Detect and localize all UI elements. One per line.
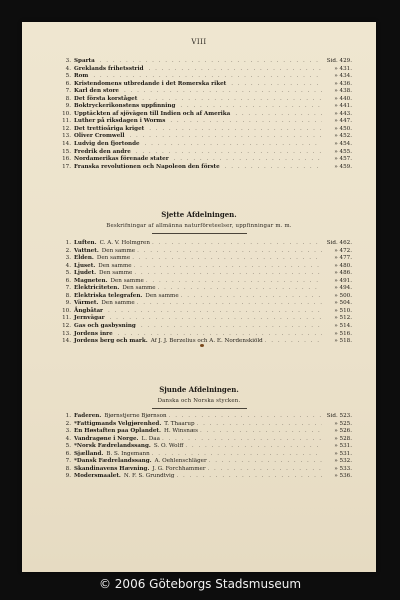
toc-section-seventh <box>60 413 352 481</box>
toc-dot-leader <box>122 88 322 96</box>
toc-entry-author: H. Winsnæs <box>163 428 199 435</box>
toc-entry-page: » 440. <box>334 95 352 102</box>
toc-entry-author: Den samme <box>122 285 156 292</box>
toc-row <box>60 133 352 141</box>
toc-entry-page: » 514. <box>334 323 352 330</box>
toc-entry-number: 4. <box>65 435 71 442</box>
toc-entry-title: Rom <box>74 73 89 80</box>
toc-dot-leader <box>156 285 322 293</box>
toc-entry-page: » 531. <box>334 450 352 457</box>
toc-row <box>60 255 352 263</box>
toc-entry-number: 10. <box>62 307 71 314</box>
toc-entry-title: Modersmaalet. <box>74 473 121 480</box>
toc-entry-author: T. Thaarup <box>164 420 195 427</box>
toc-section-history <box>60 58 352 171</box>
toc-entry-number: 16. <box>62 156 71 163</box>
toc-entry-title: En Høstaften paa Oplandet. <box>74 428 161 435</box>
toc-row <box>60 66 352 74</box>
toc-entry-title: Sjælland. <box>74 450 104 457</box>
toc-entry-author: L. Daa <box>141 435 160 442</box>
toc-entry-number: 12. <box>62 323 71 330</box>
toc-entry-page: » 477. <box>334 255 352 262</box>
toc-entry-title: Oliver Cromwell <box>74 133 125 140</box>
toc-row <box>60 413 352 421</box>
toc-entry-number: 11. <box>62 118 71 125</box>
toc-entry-title: Luften. <box>74 240 97 246</box>
toc-entry-number: 3. <box>65 428 71 435</box>
toc-entry-author: C. A. V. Holmgren <box>99 240 150 246</box>
toc-entry-number: 8. <box>65 95 71 102</box>
toc-row <box>60 103 352 111</box>
toc-entry-title: Det första korståget <box>74 95 138 102</box>
toc-entry-number: 6. <box>65 80 71 87</box>
toc-entry-page: Sid. 429. <box>326 58 352 64</box>
toc-entry-page: » 512. <box>334 315 352 322</box>
toc-entry-page: » 441. <box>334 103 352 110</box>
toc-dot-leader <box>108 315 322 323</box>
page-number: VIII <box>191 38 207 46</box>
toc-entry-title: Vattnet. <box>74 247 99 254</box>
toc-entry-title: *Dansk Fædrelandssang. <box>74 458 152 465</box>
toc-dot-leader <box>172 156 322 164</box>
toc-entry-title: Ljudet. <box>74 270 97 277</box>
toc-entry-author: B. S. Ingemann <box>106 450 150 457</box>
toc-entry-author: Den samme <box>96 255 131 262</box>
divider <box>152 233 247 234</box>
toc-dot-leader <box>147 66 322 74</box>
toc-entry-title: Upptäckten af sjövägen till Indien och af Amerika <box>74 110 231 117</box>
toc-entry-title: Nordamerikas förenade stater <box>74 156 169 163</box>
toc-row <box>60 240 352 248</box>
toc-entry-number: 5. <box>65 73 71 80</box>
toc-entry-page: Sid. 462. <box>326 240 352 246</box>
toc-entry-number: 7. <box>65 285 71 292</box>
toc-row <box>60 300 352 308</box>
toc-row <box>60 323 352 331</box>
toc-dot-leader <box>150 451 322 459</box>
toc-entry-title: Elden. <box>74 255 94 262</box>
toc-entry-number: 2. <box>65 420 71 427</box>
toc-entry-number: 9. <box>65 103 71 110</box>
toc-entry-number: 5. <box>65 443 71 450</box>
toc-entry-page: » 528. <box>334 435 352 442</box>
toc-entry-number: 3. <box>65 255 71 262</box>
toc-entry-page: » 494. <box>334 285 352 292</box>
toc-entry-number: 1. <box>65 413 71 419</box>
toc-entry-number: 2. <box>65 247 71 254</box>
toc-section-sixth <box>60 240 352 346</box>
toc-dot-leader <box>223 164 322 172</box>
toc-entry-title: Det trettioåriga kriget <box>74 125 145 132</box>
toc-dot-leader <box>91 73 322 81</box>
toc-entry-page: » 457. <box>334 156 352 163</box>
toc-entry-title: Kristendomens utbredande i det Romerska riket <box>74 80 227 87</box>
toc-entry-number: 4. <box>65 65 71 72</box>
toc-row <box>60 58 352 66</box>
toc-dot-leader <box>132 270 322 278</box>
toc-row <box>60 248 352 256</box>
toc-entry-title: Fredrik den andre <box>74 148 131 155</box>
toc-entry-author: Den samme <box>145 292 179 299</box>
toc-entry-author: A. Oehlenschläger <box>154 458 207 465</box>
toc-entry-number: 3. <box>65 58 71 64</box>
toc-dot-leader <box>229 81 322 89</box>
toc-entry-page: » 536. <box>334 473 352 480</box>
toc-dot-leader <box>178 103 322 111</box>
toc-entry-number: 1. <box>65 240 71 246</box>
toc-entry-number: 10. <box>62 110 71 117</box>
toc-dot-leader <box>116 331 322 339</box>
toc-entry-title: Skandinavens Hævning. <box>74 465 150 472</box>
section-heading-seventh: Sjunde Afdelningen. <box>159 385 239 394</box>
toc-entry-number: 14. <box>62 338 71 345</box>
toc-row <box>60 451 352 459</box>
toc-entry-page: » 455. <box>334 148 352 155</box>
toc-entry-number: 12. <box>62 125 71 132</box>
toc-entry-author: Den samme <box>110 277 144 284</box>
toc-dot-leader <box>150 240 322 248</box>
toc-entry-title: Gas och gasbysning <box>74 323 136 330</box>
toc-entry-author: Den samme <box>101 300 135 307</box>
toc-row <box>60 458 352 466</box>
toc-dot-leader <box>135 300 322 308</box>
toc-dot-leader <box>140 96 322 104</box>
toc-entry-number: 8. <box>65 292 71 299</box>
copyright-footer: © 2006 Göteborgs Stadsmuseum <box>98 577 302 591</box>
toc-entry-number: 7. <box>65 88 71 95</box>
toc-dot-leader <box>183 443 322 451</box>
toc-dot-leader <box>106 308 322 316</box>
toc-entry-page: » 459. <box>334 163 352 170</box>
toc-row <box>60 126 352 134</box>
toc-entry-page: » 532. <box>334 458 352 465</box>
toc-entry-page: » 525. <box>334 420 352 427</box>
toc-entry-page: » 491. <box>334 277 352 284</box>
toc-entry-page: » 486. <box>334 270 352 277</box>
toc-entry-page: Sid. 523. <box>326 413 352 419</box>
toc-entry-title: Luther på riksdagen i Worms <box>74 118 166 125</box>
toc-row <box>60 263 352 271</box>
toc-entry-author: Den samme <box>98 262 132 269</box>
toc-dot-leader <box>167 413 322 421</box>
toc-entry-number: 9. <box>65 300 71 307</box>
toc-entry-title: Ljuset. <box>74 262 96 269</box>
toc-entry-author: N. F. S. Grundtvig <box>123 473 175 480</box>
toc-dot-leader <box>198 428 322 436</box>
toc-entry-number: 6. <box>65 277 71 284</box>
toc-entry-author: Bjørnstjerne Bjørnson <box>104 413 167 419</box>
toc-dot-leader <box>168 118 322 126</box>
section-subheading-sixth: Beskrifningar af allmänna naturföreteelser, uppfinningar m. m. <box>106 223 292 229</box>
toc-row <box>60 270 352 278</box>
toc-entry-title: Jernvägar <box>74 315 105 322</box>
section-heading-sixth: Sjette Afdelningen. <box>161 210 237 219</box>
book-page <box>22 22 376 572</box>
toc-entry-title: Elektriciteten. <box>74 285 120 292</box>
toc-entry-author: S. O. Wolff <box>153 443 184 450</box>
toc-row <box>60 428 352 436</box>
toc-entry-number: 6. <box>65 450 71 457</box>
toc-entry-page: » 447. <box>334 118 352 125</box>
toc-dot-leader <box>128 133 323 141</box>
toc-entry-page: » 436. <box>334 80 352 87</box>
toc-entry-number: 9. <box>65 473 71 480</box>
toc-entry-page: » 516. <box>334 330 352 337</box>
toc-entry-page: » 533. <box>334 465 352 472</box>
toc-entry-author: J. G. Forchhammer <box>152 465 206 472</box>
divider <box>152 408 247 409</box>
toc-entry-title: Greklands frihetsstrid <box>74 65 144 72</box>
toc-entry-title: Sparta <box>74 58 95 64</box>
toc-dot-leader <box>144 278 322 286</box>
toc-entry-number: 4. <box>65 262 71 269</box>
toc-dot-leader <box>263 338 322 346</box>
toc-entry-title: Jordens inre <box>74 330 113 337</box>
toc-entry-title: Karl den store <box>74 88 119 95</box>
toc-row <box>60 96 352 104</box>
toc-row <box>60 73 352 81</box>
toc-entry-title: Ångbåtar <box>74 307 104 314</box>
toc-row <box>60 285 352 293</box>
toc-dot-leader <box>134 149 322 157</box>
toc-dot-leader <box>174 473 322 481</box>
toc-entry-author: Den samme <box>99 270 133 277</box>
toc-entry-author: Den samme <box>101 247 136 254</box>
toc-entry-number: 14. <box>62 141 71 148</box>
toc-entry-title: Värmet. <box>74 300 99 307</box>
toc-entry-page: » 480. <box>334 262 352 269</box>
toc-row <box>60 156 352 164</box>
toc-entry-page: » 452. <box>334 133 352 140</box>
toc-entry-page: » 434. <box>334 73 352 80</box>
toc-entry-title: *Fattigmands Velgjørenhed. <box>74 420 162 427</box>
toc-dot-leader <box>143 141 322 149</box>
toc-dot-leader <box>195 421 322 429</box>
toc-dot-leader <box>147 126 322 134</box>
toc-entry-title: Ludvig den fjortonde <box>74 141 140 148</box>
toc-row <box>60 473 352 481</box>
toc-entry-page: » 438. <box>334 88 352 95</box>
toc-entry-number: 17. <box>62 163 71 170</box>
toc-entry-title: Elektriska telegrafen. <box>74 292 143 299</box>
toc-row <box>60 81 352 89</box>
toc-dot-leader <box>160 436 322 444</box>
toc-row <box>60 443 352 451</box>
toc-entry-page: » 454. <box>334 141 352 148</box>
toc-entry-number: 11. <box>62 315 71 322</box>
toc-entry-number: 5. <box>65 270 71 277</box>
toc-entry-title: Boktryckerikonstens uppfinning <box>74 103 176 110</box>
toc-row <box>60 149 352 157</box>
toc-dot-leader <box>130 255 322 263</box>
toc-entry-title: Franska revolutionen och Napoleon den förste <box>74 163 220 170</box>
toc-entry-page: » 531. <box>334 443 352 450</box>
toc-entry-page: » 510. <box>334 307 352 314</box>
toc-row <box>60 338 352 346</box>
toc-row <box>60 88 352 96</box>
toc-entry-page: » 504. <box>334 300 352 307</box>
toc-entry-number: 13. <box>62 330 71 337</box>
toc-entry-page: » 518. <box>334 338 352 345</box>
toc-dot-leader <box>135 248 322 256</box>
toc-entry-page: » 500. <box>334 292 352 299</box>
toc-entry-number: 7. <box>65 458 71 465</box>
toc-entry-number: 13. <box>62 133 71 140</box>
toc-dot-leader <box>233 111 322 119</box>
toc-entry-author: Af J. J. Berzelius och A. E. Nordenskiöld <box>150 338 263 345</box>
toc-row <box>60 164 352 172</box>
toc-row <box>60 315 352 323</box>
toc-entry-page: » 526. <box>334 428 352 435</box>
toc-entry-title: Magneten. <box>74 277 108 284</box>
toc-entry-title: Jordens berg och mark. <box>74 338 148 345</box>
toc-row <box>60 141 352 149</box>
toc-entry-title: Faderen. <box>74 413 102 419</box>
toc-entry-page: » 431. <box>334 65 352 72</box>
toc-row <box>60 466 352 474</box>
toc-dot-leader <box>132 263 322 271</box>
toc-dot-leader <box>98 58 322 66</box>
toc-row <box>60 331 352 339</box>
toc-entry-page: » 443. <box>334 110 352 117</box>
paper-stain <box>200 344 204 347</box>
toc-entry-number: 8. <box>65 465 71 472</box>
toc-dot-leader <box>207 458 322 466</box>
toc-row <box>60 421 352 429</box>
toc-dot-leader <box>139 323 322 331</box>
section-subheading-seventh: Danska och Norska stycken. <box>157 398 241 404</box>
toc-row <box>60 436 352 444</box>
toc-entry-title: *Norsk Fædrelandssang. <box>74 443 151 450</box>
toc-entry-page: » 472. <box>334 247 352 254</box>
toc-row <box>60 118 352 126</box>
toc-row <box>60 293 352 301</box>
toc-entry-title: Vandragøne i Norge. <box>74 435 139 442</box>
toc-entry-number: 15. <box>62 148 71 155</box>
toc-dot-leader <box>179 293 322 301</box>
toc-entry-page: » 450. <box>334 125 352 132</box>
toc-dot-leader <box>206 466 323 474</box>
toc-row <box>60 278 352 286</box>
